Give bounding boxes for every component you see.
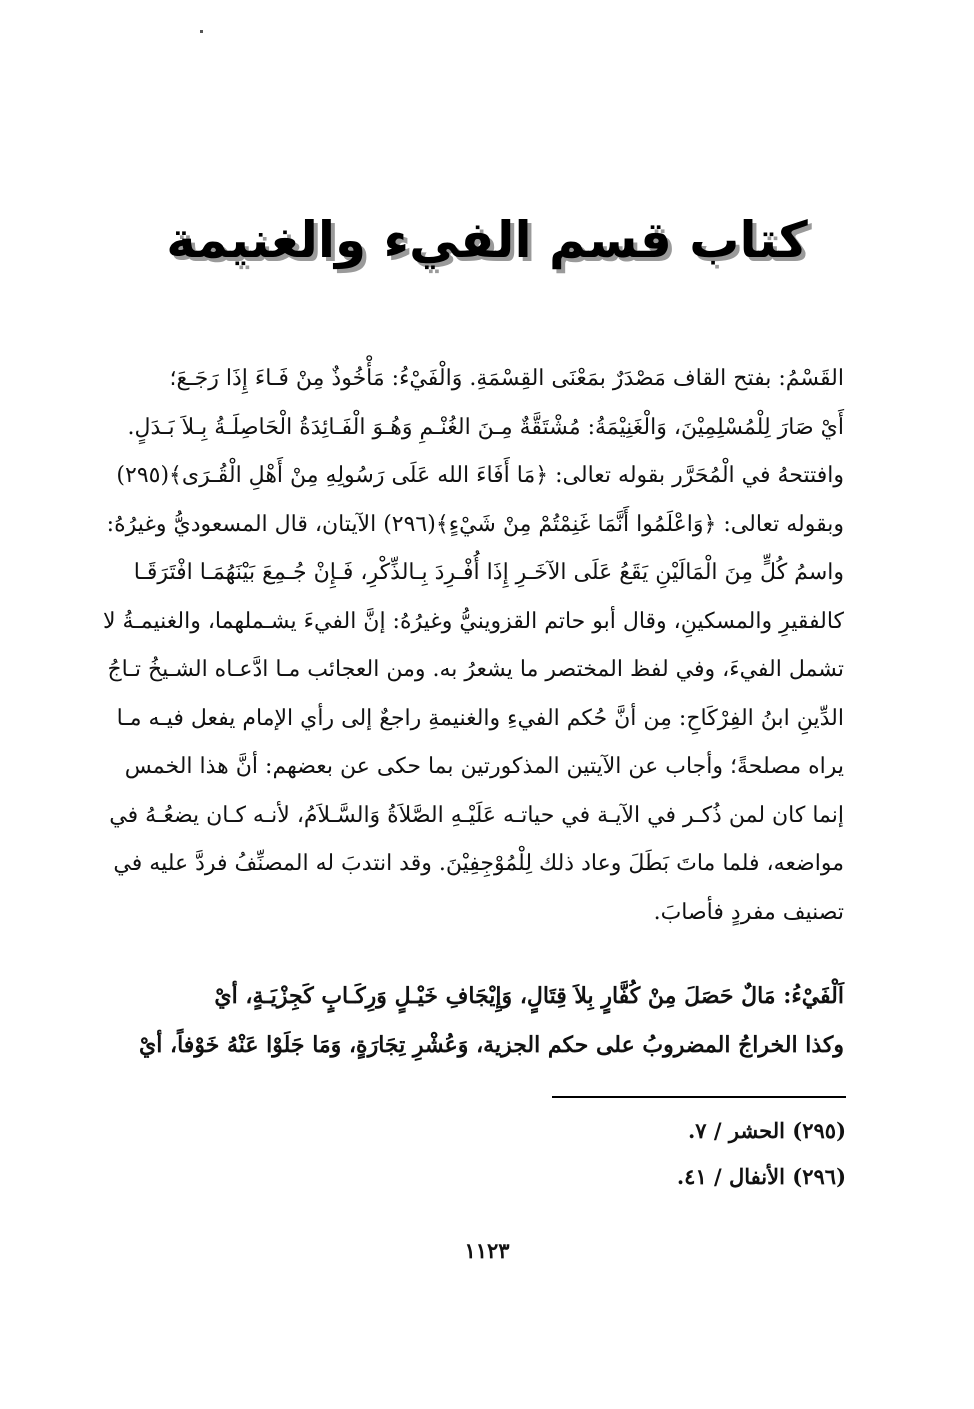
text-line: يراه مصلحةً؛ وأجاب عن الآيتين المذكورتين بما حكى عن بعضهم: أنَّ هذا الخمس	[124, 754, 844, 779]
text-line: اَلْفَيْءُ: مَالٌ حَصَلَ مِنْ كُفَّارٍ بِلاَ قِتَالٍ، وَإِيْجَافِ خَيْـلٍ وَرِكَـابٍ كَجِزْيَـةٍ، أيْ	[214, 983, 844, 1009]
text-line: واسمُ كُلٍّ مِنَ الْمَالَيْنِ يَقَعُ عَلَى الآخَـرِ إِذَا أُفْـرِدَ بِـالذِّكْرِ، فَـإِنْ جُـمِعَ بَيْنَهُمَـا افْتَرَقَـا	[133, 560, 844, 585]
text-line: إنما كان لمن ذُكـر في الآيـة في حياتـه عَلَيْـهِ الصَّلاَةُ وَالسَّـلاَمُ، لأنـه كـان يضعُـهُ في	[109, 802, 844, 828]
main-paragraph	[103, 355, 844, 937]
footnote-296: (٢٩٦) الأنفال / ٤١.	[676, 1164, 846, 1189]
text-line: مواضعه، فلما ماتَ بَطَلَ وعاد ذلك لِلْمُوْجِفِيْنَ. وقد انتدبَ له المصنِّفُ فردَّ عليه في	[113, 851, 844, 876]
chapter-title: كتاب قسم الفيء والغنيمة	[166, 211, 808, 269]
text-line: كالفقيرِ والمسكينِ، وقال أبو حاتم القزوينيُّ وغيرُهُ: إنَّ الفيءَ يشـملهما، والغنيمـةُ لا	[103, 608, 844, 634]
scan-speck	[200, 30, 203, 33]
footnotes	[500, 1108, 846, 1200]
text-line: تصنيف مفردٍ فأصابَ.	[653, 899, 844, 925]
text-line: أَيْ صَارَ لِلْمُسْلِمِيْنَ، وَالْغَنِيْمَةُ: مُشْتَقَّةٌ مِـنَ الغُنْـمِ وَهُـوَ الْفَـائِدَةُ الْحَاصِلَـةُ بِـلاَ بَـدَلٍ.	[127, 414, 844, 440]
text-line: القَسْمُ: بفتح القاف مَصْدَرٌ بمَعْنَى القِسْمَةِ. وَالْفَيْءُ: مَأْخُوذٌ مِنْ فَـاءَ إِذَا رَجَـعَ؛	[169, 366, 844, 391]
page-number: ١١٢٣	[464, 1238, 510, 1263]
text-line: وكذا الخراجُ المضروبُ على حكم الجزية، وَعُشْرِ تِجَارَةٍ، وَمَا جَلَوْا عَنْهُ خَوْفاً، أيْ	[139, 1031, 844, 1058]
matn-paragraph	[132, 972, 844, 1069]
text-line: وافتتحهُ في الْمُحَرَّر بقوله تعالى: ﴿مَا أَفَاءَ الله عَلَى رَسُولِهِ مِنْ أَهْلِ الْقُـرَى﴾(٢٩٥)	[116, 463, 844, 488]
footnote-divider	[552, 1096, 846, 1098]
text-line: وبقوله تعالى: ﴿وَاعْلَمُوا أَنَّمَا غَنِمْتُمْ مِنْ شَيْءٍ﴾(٢٩٦) الآيتان، قال المسعوديُّ وغيرُهُ:	[106, 511, 844, 537]
footnote-295: (٢٩٥) الحشر / ٧.	[687, 1118, 846, 1143]
text-line: تشمل الفيءَ، وفي لفظ المختصر ما يشعرُ به. ومن العجائب مـا ادَّعـاه الشـيخُ تـاجُ	[107, 657, 844, 682]
text-line: الدِّينِ ابنُ الفِرْكَاحِ: مِن أنَّ حُكم الفيءِ والغنيمةِ راجعٌ إلى رأي الإمام يفعل فيـه مـا	[116, 705, 844, 731]
